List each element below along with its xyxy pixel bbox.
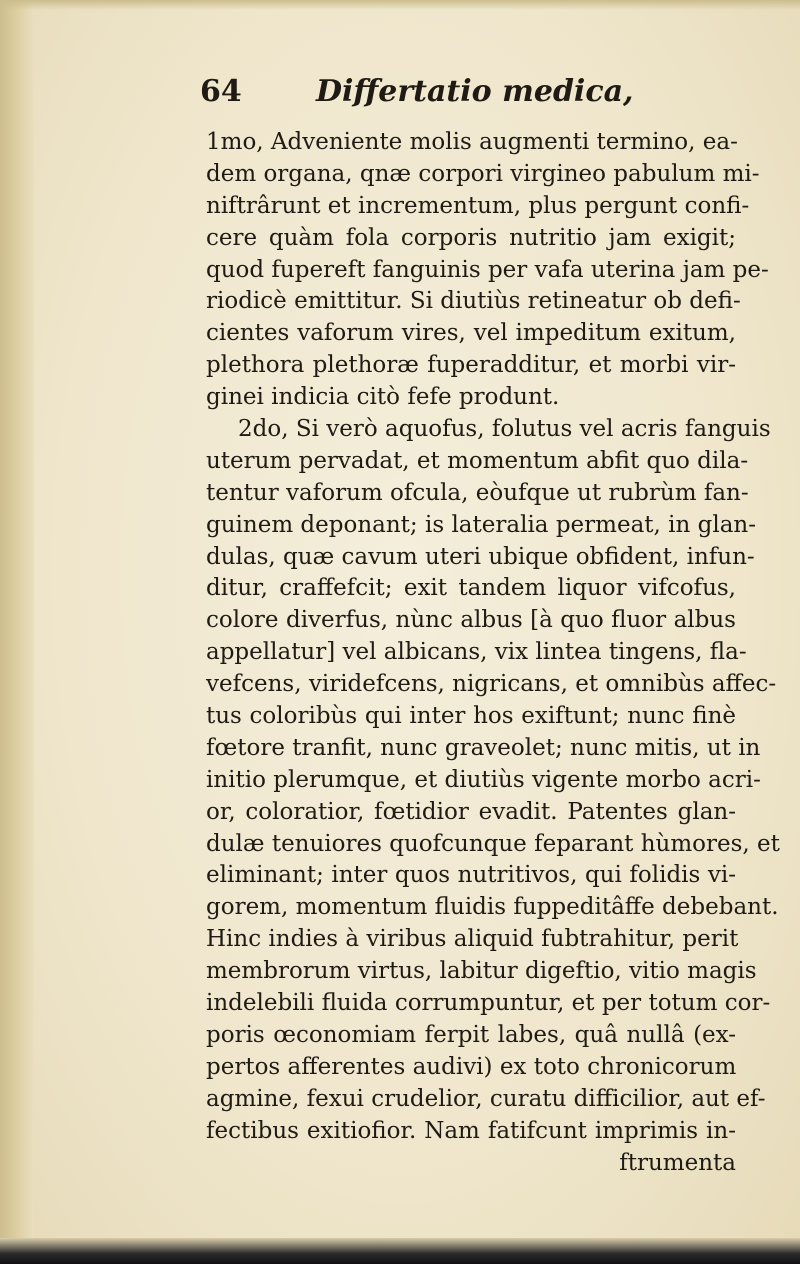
page-header xyxy=(200,74,740,124)
text-line: tus coloribùs qui inter hos exiftunt; nunc finè xyxy=(206,703,736,730)
text-line: pertos afferentes audivi) ex toto chronicorum xyxy=(206,1053,737,1080)
text-line: dulas, quæ cavum uteri ubique obfident, infun- xyxy=(206,543,755,570)
page-gutter-edge xyxy=(0,0,34,1264)
text-line: ginei indicia citò fefe produnt. xyxy=(206,384,560,411)
text-line: riodicè emittitur. Si diutiùs retineatur ob defi- xyxy=(206,288,741,315)
text-line: membrorum virtus, labitur digeftio, vitio magis xyxy=(206,958,757,985)
text-line: cientes vaforum vires, vel impeditum exitum, xyxy=(206,320,736,347)
text-line: plethora plethoræ fuperadditur, et morbi vir- xyxy=(206,352,736,379)
text-line: agmine, fexui crudelior, curatu difficilior, aut ef- xyxy=(206,1085,766,1112)
text-line: gorem, momentum fluidis fuppeditâffe debebant. xyxy=(206,894,779,921)
text-line: vefcens, viridefcens, nigricans, et omnibùs affec- xyxy=(206,671,777,698)
text-line: guinem deponant; is lateralia permeat, in glan- xyxy=(206,511,757,538)
text-line: or, coloratior, fœtidior evadit. Patentes glan- xyxy=(206,798,736,825)
running-title: Differtatio medica, xyxy=(316,74,634,109)
text-line: dem organa, qnæ corpori virgineo pabulum mi- xyxy=(206,160,760,187)
body-text xyxy=(206,127,780,1179)
page-bottom-edge xyxy=(0,1238,800,1264)
page-number: 64 xyxy=(200,74,242,109)
text-line: colore diverfus, nùnc albus [à quo fluor albus xyxy=(206,607,736,634)
page-top-edge xyxy=(0,0,800,10)
text-line: eliminant; inter quos nutritivos, qui folidis vi- xyxy=(206,862,736,889)
text-line: initio plerumque, et diutiùs vigente morbo acri- xyxy=(206,766,761,793)
text-line: fectibus exitiofior. Nam fatifcunt imprimis in- xyxy=(206,1117,736,1144)
text-line: poris œconomiam ferpit labes, quâ nullâ (ex- xyxy=(206,1021,736,1048)
text-line: ditur, craffefcit; exit tandem liquor vifcofus, xyxy=(206,575,736,602)
text-line: uterum pervadat, et momentum abfit quo dila- xyxy=(206,447,749,474)
text-line: cere quàm fola corporis nutritio jam exigit; xyxy=(206,224,736,251)
catchword: ftrumenta xyxy=(619,1149,736,1176)
text-line: 2do, Si verò aquofus, folutus vel acris fanguis xyxy=(238,416,771,443)
text-line: 1mo, Adveniente molis augmenti termino, ea- xyxy=(206,129,738,155)
text-line: quod fupereft fanguinis per vafa uterina jam pe- xyxy=(206,256,769,283)
text-line: tentur vaforum ofcula, eòufque ut rubrùm fan- xyxy=(206,479,749,506)
text-line: fœtore tranfit, nunc graveolet; nunc mitis, ut in xyxy=(206,734,761,761)
text-line: appellatur] vel albicans, vix lintea tingens, fla- xyxy=(206,639,747,666)
text-line: dulæ tenuiores quofcunque feparant hùmores, et xyxy=(206,830,780,857)
text-line: Hinc indies à viribus aliquid fubtrahitur, perit xyxy=(206,926,739,953)
text-line: indelebili fluida corrumpuntur, et per totum cor- xyxy=(206,990,771,1017)
text-line: niftrârunt et incrementum, plus pergunt confi- xyxy=(206,192,750,219)
